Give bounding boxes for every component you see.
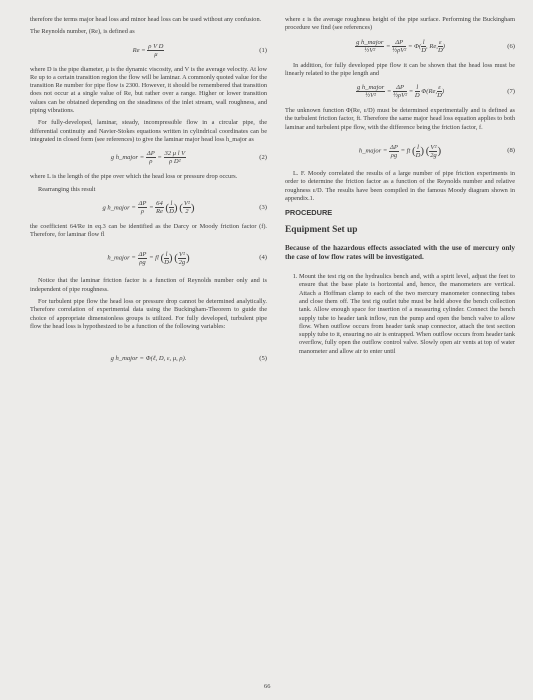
- equation-number: (2): [259, 154, 267, 162]
- paragraph: The unknown function Φ(Re, ε/D) must be determined experimentally and is defined as the turbulent friction factor, ft. Therefore the same major head loss equation applies to both laminar and turbulent pipe flow, with the difference being the friction factor, f.: [285, 107, 515, 131]
- subsection-heading: Equipment Set up: [285, 224, 358, 235]
- numerator: g h_major: [356, 38, 384, 46]
- numerator: V²: [178, 250, 185, 258]
- equation-lhs: Re =: [132, 46, 146, 54]
- numerator: ΔP: [146, 150, 155, 158]
- fraction: [138, 200, 148, 215]
- paragraph: where ε is the average roughness height of the pipe surface. Performing the Buckingham procedure we find (see references): [285, 16, 515, 32]
- numerator: ΔP: [138, 250, 147, 258]
- fraction: [178, 251, 186, 266]
- equation-5: [30, 351, 267, 367]
- fraction: [389, 144, 399, 159]
- procedure-list: [285, 273, 515, 356]
- paragraph: For turbulent pipe flow the head loss or pressure drop cannot be determined analytically. Therefore correlation of experimental data using the Buckingham-Theorem to guide the choice of appropriate dimensionless groups is utilized. For fully developed, turbulent pipe flow the head loss is hypothesized to be a function of the following variables:: [30, 298, 267, 330]
- fraction: [164, 150, 187, 165]
- equals: = ft: [400, 147, 411, 155]
- numerator: l: [417, 143, 419, 151]
- equals: =: [408, 88, 414, 96]
- list-item: 1. Mount the test rig on the hydraulics bench and, with a spirit level, adjust the feet to ensure that the base plate is horizontal and, hence, the manometers are vertical. Attach a Hoffman clamp to each of the two mercury manometer connecting tubes and close them off. The test rig outlet tube must be held above the bench collection tank. Allow enough space for insertion of a measuring cylinder. Connect the bench supply tube to header tank inflow, run the pump and open the bench valve to allow flow. When outflow occurs from header tank snap connector, attach the test section supply tube to it, ensuring no air is entrapped. When outflow occurs from header tank overflow, fully open the outflow control valve. Slowly open air vents at top of water manometer and allow air to enter until: [299, 273, 515, 356]
- denominator: D: [169, 208, 174, 216]
- paragraph: In addition, for fully developed pipe flow it can be shown that the head loss must be linearly related to the pipe length and: [285, 61, 515, 77]
- denominator: μ: [154, 50, 158, 58]
- fraction: [138, 251, 148, 266]
- equation-body: g h_major = Φ(ℓ, D, ε, μ, ρ).: [110, 355, 187, 363]
- numerator: 32 μ l V: [164, 150, 186, 158]
- paragraph: Notice that the laminar friction factor is a function of Reynolds number only and is independent of pipe roughness.: [30, 277, 267, 293]
- fraction: [146, 150, 156, 165]
- paragraph: therefore the terms major head loss and minor head loss can be used without any confusion.: [30, 16, 262, 23]
- equation-lhs: g h_major =: [102, 204, 136, 212]
- section-heading: PROCEDURE: [285, 208, 333, 218]
- numerator: ρ V D: [148, 42, 164, 50]
- function-args: Φ(Re,: [421, 88, 438, 96]
- denominator: D: [437, 92, 442, 100]
- fraction: [393, 84, 407, 99]
- denominator: D: [421, 46, 427, 54]
- right-column: [285, 16, 515, 356]
- denominator: ½V²: [365, 92, 377, 100]
- denominator: Re: [155, 208, 163, 216]
- numerator: ΔP: [393, 84, 407, 92]
- denominator: D: [414, 92, 420, 100]
- fraction: [155, 200, 164, 215]
- function-close: ): [442, 42, 445, 50]
- numerator: V²: [183, 200, 190, 208]
- fraction: [415, 84, 420, 99]
- equation-lhs: h_major =: [358, 147, 388, 155]
- fraction: [392, 39, 406, 54]
- function-open: = Φ(: [407, 42, 422, 50]
- denominator: D: [164, 258, 169, 266]
- denominator: ½ρV²: [392, 46, 407, 54]
- equals: =: [386, 88, 392, 96]
- denominator: ½ρV²: [392, 92, 408, 100]
- denominator: D: [415, 151, 421, 159]
- equation-number: (1): [259, 46, 267, 54]
- paragraph: Rearranging this result: [38, 185, 96, 193]
- denominator: D: [437, 46, 443, 54]
- denominator: 2: [185, 208, 189, 216]
- equation-6: [285, 39, 515, 55]
- equation-number: (3): [259, 203, 267, 211]
- denominator: ρg: [139, 258, 146, 266]
- numerator: l: [165, 250, 168, 258]
- equation-number: (7): [507, 88, 515, 96]
- denominator: ρ: [140, 208, 145, 216]
- numerator: g h_major: [356, 84, 385, 92]
- paragraph: where L is the length of the pipe over which the head loss or pressure drop occurs.: [30, 173, 238, 181]
- numerator: ε: [438, 84, 441, 92]
- denominator: 2g: [178, 258, 186, 266]
- equation-lhs: g h_major =: [110, 154, 145, 162]
- equation-number: (5): [259, 355, 267, 363]
- numerator: l: [170, 200, 173, 208]
- function-close: ): [441, 88, 445, 96]
- paragraph: the coefficient 64/Re in eq.3 can be identified as the Darcy or Moody friction factor (f). Therefore, for laminar flow fl: [30, 222, 267, 239]
- equals: =: [157, 154, 162, 162]
- numerator: V²: [430, 143, 437, 151]
- numerator: ΔP: [392, 39, 406, 47]
- paragraph: where D is the pipe diameter, μ is the dynamic viscosity, and V is the average velocity. At low Re up to a certain transition region the flow will be laminar. A commonly quoted value for the transition Re number for pipe flow is 2300. However, it should be remembered that transition does not occur at a single value of Re, but rather over a range. Higher or lower transition values can be obtained depending on the steadiness of the inlet stream, wall roughness, and piping vibrations.: [30, 65, 267, 115]
- paragraph: L. F. Moody correlated the results of a large number of pipe friction experiments in order to determine the friction factor as a function of the Reynolds number and relative roughness ε/D. The results have been compiled in the famous Moody diagram shown in appendix.1.: [285, 170, 515, 202]
- fraction: [355, 39, 384, 54]
- numerator: ΔP: [390, 143, 398, 151]
- equation-3: g h_major = $\frac{\Delta P}{\rho}$ = $\frac{64}{Re}$ ( $\frac{l}{D}$ ) ( $\frac{\text{V²}}{2}$ ) (3): [102, 200, 267, 216]
- equation-7: [285, 84, 515, 100]
- equals: =: [149, 204, 154, 212]
- left-column: [30, 16, 267, 374]
- equation-lhs: h_major =: [107, 254, 136, 262]
- equation-4: h_major = $\frac{\Delta P}{\rho g}$ = fl ( $\frac{l}{D}$ ) ( $\frac{\text{V²}}{2g}$ ) (4): [30, 247, 267, 269]
- paragraph: For fully-developed, laminar, steady, incompressible flow in a circular pipe, the differential continuity and Navier-Stokes equations written in cylindrical coordinates can be integrated in closed form (see references) to give the laminar major head loss h_major as: [30, 119, 267, 143]
- equation-8: h_major = $\frac{\Delta P}{\rho g}$ = ft ( $\frac{l}{D}$ ) ( $\frac{\text{V²}}{2g}$ ) (8): [285, 140, 515, 162]
- equation-number: (8): [507, 147, 515, 155]
- numerator: ε: [439, 38, 442, 46]
- numerator: ΔP: [138, 200, 147, 208]
- function-args: , Re,: [426, 42, 438, 50]
- denominator: ρ D²: [169, 158, 181, 166]
- denominator: ρg: [390, 151, 398, 159]
- page-number: 66: [264, 683, 271, 690]
- numerator: l: [422, 38, 425, 46]
- denominator: ½V²: [364, 46, 376, 54]
- equals: = fl: [149, 254, 159, 262]
- paragraph: The Reynolds number, (Re), is defined as: [30, 28, 135, 36]
- equation-number: (4): [259, 254, 267, 262]
- fraction: [183, 200, 191, 215]
- equation-number: (6): [507, 42, 515, 50]
- numerator: 64: [156, 200, 163, 208]
- denominator: 2g: [430, 151, 437, 159]
- equals: =: [386, 42, 391, 50]
- numerator: l: [416, 84, 419, 92]
- equation-1: [30, 43, 267, 59]
- bold-paragraph: Because of the hazardous effects associated with the use of mercury only the case of low flow rates will be investigated.: [285, 243, 515, 262]
- denominator: ρ: [149, 158, 153, 166]
- equation-2: [30, 150, 267, 166]
- fraction: [356, 84, 385, 99]
- fraction: [147, 43, 164, 58]
